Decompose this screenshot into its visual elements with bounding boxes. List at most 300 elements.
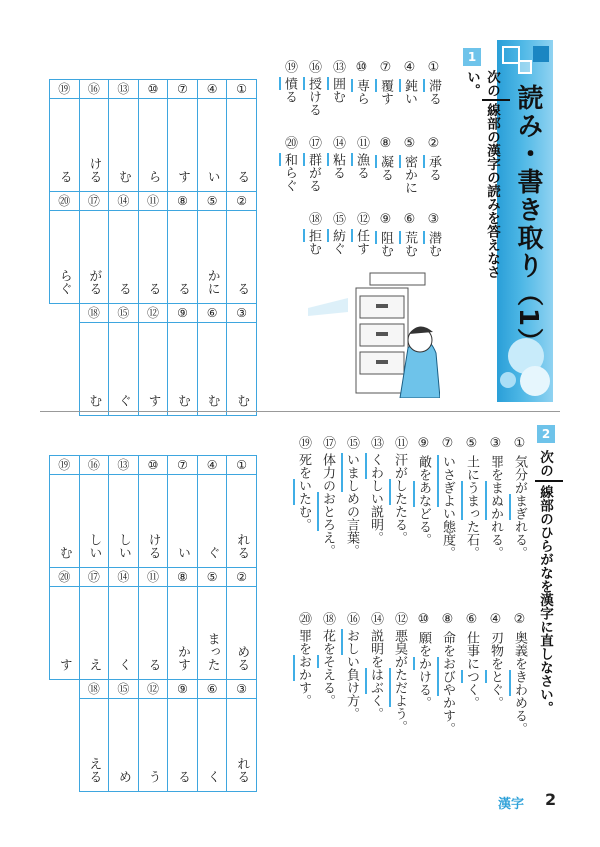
question-number: ⑰ bbox=[306, 136, 321, 154]
section-1-instruction bbox=[462, 70, 510, 300]
question-item bbox=[318, 436, 337, 557]
instruction-text: 線部のひらがなを漢字に直しなさい。 bbox=[537, 485, 553, 715]
okurigana: む bbox=[402, 244, 417, 258]
answer-cell-number: ⑳ bbox=[50, 192, 80, 211]
answer-cell[interactable] bbox=[79, 323, 109, 416]
answer-okurigana: る bbox=[175, 770, 191, 783]
question-item bbox=[352, 212, 371, 255]
answer-cell[interactable] bbox=[109, 99, 139, 192]
answer-okurigana: ぐ bbox=[115, 394, 131, 407]
question-text: 命を bbox=[440, 631, 455, 658]
answer-cell-number: ⑩ bbox=[138, 80, 168, 99]
answer-cell[interactable] bbox=[197, 587, 227, 680]
underlined-kanji: 鈍 bbox=[399, 79, 417, 92]
question-item bbox=[328, 212, 347, 255]
question-item bbox=[376, 212, 395, 257]
answer-cell[interactable] bbox=[168, 475, 198, 568]
section-number-1: 1 bbox=[463, 48, 481, 66]
question-item bbox=[352, 136, 371, 179]
answer-cell-number: ⑬ bbox=[109, 80, 139, 99]
question-text: ぐ。 bbox=[488, 683, 503, 710]
okurigana: む bbox=[306, 242, 321, 256]
answer-cell-number: ⑨ bbox=[168, 680, 198, 699]
question-number: ⑥ bbox=[402, 212, 417, 232]
question-number: ⑪ bbox=[392, 436, 407, 454]
answer-cell[interactable] bbox=[168, 99, 198, 192]
answer-cell-number: ⑩ bbox=[138, 456, 168, 475]
answer-cell[interactable] bbox=[168, 699, 198, 792]
question-item bbox=[328, 136, 347, 179]
underlined-hiragana: おか bbox=[293, 655, 311, 681]
underlined-kanji: 和 bbox=[279, 153, 297, 166]
okurigana: す bbox=[378, 92, 393, 106]
answer-cell-number: ⑰ bbox=[79, 568, 109, 587]
answer-okurigana: す bbox=[175, 170, 191, 183]
answer-okurigana: る bbox=[115, 282, 131, 295]
question-number: ⑨ bbox=[378, 212, 393, 232]
question-text: 死を bbox=[296, 453, 311, 480]
okurigana: る bbox=[354, 166, 369, 180]
answer-cell[interactable] bbox=[109, 323, 139, 416]
question-item bbox=[414, 436, 433, 546]
answer-okurigana: る bbox=[234, 170, 250, 183]
underlined-hiragana: いた bbox=[293, 479, 311, 505]
answer-okurigana: す bbox=[145, 394, 161, 407]
answer-okurigana: い bbox=[175, 546, 191, 559]
question-text: 奥義を bbox=[512, 631, 527, 671]
underlined-hiragana: おとろ bbox=[317, 492, 335, 531]
answer-okurigana: ら bbox=[145, 170, 161, 183]
question-item bbox=[438, 436, 457, 559]
answer-cell-number: ⑨ bbox=[168, 304, 198, 323]
question-number: ⑮ bbox=[344, 436, 359, 454]
answer-cell-number: ⑫ bbox=[138, 304, 168, 323]
answer-cell-number: ⑭ bbox=[109, 568, 139, 587]
okurigana: い bbox=[402, 92, 417, 106]
question-number: ⑳ bbox=[282, 136, 297, 154]
question-text: く。 bbox=[368, 694, 383, 721]
question-number: ⑮ bbox=[330, 212, 345, 230]
answer-cell-number: ② bbox=[227, 568, 257, 587]
question-item bbox=[304, 60, 323, 116]
question-text: かす。 bbox=[440, 696, 455, 736]
page-title: 読み・書き取り（1） bbox=[513, 84, 543, 357]
okurigana: る bbox=[282, 90, 297, 104]
answer-cell-number: ③ bbox=[227, 304, 257, 323]
answer-cell[interactable] bbox=[138, 475, 168, 568]
question-item bbox=[510, 612, 529, 735]
answer-cell-number: ⑬ bbox=[109, 456, 139, 475]
underlined-kanji: 囲 bbox=[327, 77, 345, 90]
answer-cell-number: ③ bbox=[227, 680, 257, 699]
question-number: ④ bbox=[488, 612, 503, 632]
question-number: ⑦ bbox=[378, 60, 393, 80]
answer-cell-number: ⑮ bbox=[109, 680, 139, 699]
question-number: ④ bbox=[402, 60, 417, 80]
question-item bbox=[462, 612, 481, 709]
answer-cell-number: ① bbox=[227, 80, 257, 99]
underlined-hiragana: いまし bbox=[341, 453, 359, 492]
answer-cell[interactable] bbox=[227, 323, 257, 416]
answer-cell[interactable] bbox=[50, 587, 80, 680]
answer-cell[interactable] bbox=[168, 587, 198, 680]
question-text: 罪を bbox=[296, 629, 311, 656]
question-number: ⑳ bbox=[296, 612, 311, 630]
question-text: 悪臭が bbox=[392, 629, 407, 669]
okurigana: ける bbox=[306, 90, 321, 117]
question-text: めの言葉。 bbox=[344, 492, 359, 558]
question-text: す。 bbox=[296, 681, 311, 708]
question-text: い態度。 bbox=[440, 507, 455, 560]
question-item bbox=[486, 612, 505, 709]
question-item bbox=[366, 612, 385, 720]
question-number: ⑦ bbox=[440, 436, 455, 456]
question-item bbox=[352, 60, 371, 105]
question-item bbox=[328, 60, 347, 103]
question-number: ⑪ bbox=[354, 136, 369, 154]
question-number: ⑤ bbox=[464, 436, 479, 456]
answer-cell[interactable] bbox=[138, 211, 168, 304]
question-item bbox=[304, 136, 323, 192]
answer-cell[interactable] bbox=[109, 699, 139, 792]
question-number: ⑭ bbox=[330, 136, 345, 154]
underlined-kanji: 潜 bbox=[423, 231, 441, 244]
banner-square-decoration bbox=[533, 46, 549, 62]
answer-grid-2 bbox=[49, 455, 257, 792]
underlined-kanji: 憤 bbox=[279, 77, 297, 90]
question-number: ⑰ bbox=[320, 436, 335, 454]
answer-okurigana: れる bbox=[234, 757, 250, 783]
answer-cell-number: ① bbox=[227, 456, 257, 475]
question-number: ⑫ bbox=[392, 612, 407, 630]
okurigana: かに bbox=[402, 168, 417, 195]
answer-grid-1 bbox=[49, 79, 257, 416]
question-text: く。 bbox=[464, 683, 479, 710]
underlined-kanji: 紡 bbox=[327, 229, 345, 242]
answer-okurigana: まった bbox=[204, 632, 220, 671]
okurigana: がる bbox=[306, 166, 321, 193]
question-text: どる。 bbox=[416, 507, 431, 547]
answer-cell[interactable] bbox=[227, 699, 257, 792]
answer-okurigana: む bbox=[56, 546, 72, 559]
question-number: ⑨ bbox=[416, 436, 431, 456]
answer-cell-number: ⑱ bbox=[79, 304, 109, 323]
answer-cell[interactable] bbox=[138, 99, 168, 192]
okurigana: らぐ bbox=[282, 166, 297, 193]
answer-cell-number: ⑫ bbox=[138, 680, 168, 699]
question-item bbox=[510, 436, 529, 559]
question-item bbox=[318, 612, 337, 707]
banner-square-decoration bbox=[518, 60, 532, 74]
answer-cell-number: ⑲ bbox=[50, 456, 80, 475]
answer-okurigana: む bbox=[234, 394, 250, 407]
question-text: 花を bbox=[320, 629, 335, 656]
underlined-kanji: 専 bbox=[351, 79, 369, 92]
answer-cell[interactable] bbox=[50, 99, 80, 192]
underlined-kanji: 阻 bbox=[375, 231, 393, 244]
answer-okurigana: る bbox=[145, 658, 161, 671]
question-item bbox=[342, 612, 361, 720]
okurigana: る bbox=[426, 92, 441, 106]
underlined-hiragana: そ bbox=[317, 655, 335, 668]
question-text: 罪を bbox=[488, 455, 503, 482]
answer-okurigana: め bbox=[115, 770, 131, 783]
answer-okurigana: る bbox=[175, 282, 191, 295]
answer-cell[interactable] bbox=[79, 99, 109, 192]
question-text: む。 bbox=[296, 505, 311, 532]
answer-okurigana: かに bbox=[204, 269, 220, 295]
answer-okurigana: い bbox=[204, 170, 220, 183]
answer-okurigana: く bbox=[115, 658, 131, 671]
answer-okurigana: ける bbox=[86, 157, 102, 183]
answer-okurigana: える bbox=[86, 757, 102, 783]
answer-cell[interactable] bbox=[109, 475, 139, 568]
answer-cell-number: ⑱ bbox=[79, 680, 109, 699]
question-number: ⑩ bbox=[416, 612, 431, 632]
answer-cell[interactable] bbox=[197, 699, 227, 792]
answer-cell[interactable] bbox=[109, 211, 139, 304]
question-item bbox=[390, 436, 409, 544]
okurigana: る bbox=[426, 168, 441, 182]
answer-cell-number: ⑧ bbox=[168, 192, 198, 211]
underlined-kanji: 密 bbox=[399, 155, 417, 168]
page-number: 2 bbox=[545, 790, 557, 809]
question-text: 土に bbox=[464, 455, 479, 482]
answer-cell[interactable] bbox=[50, 475, 80, 568]
section-divider bbox=[40, 411, 560, 412]
question-number: ② bbox=[512, 612, 527, 632]
question-number: ⑬ bbox=[330, 60, 345, 78]
answer-cell[interactable] bbox=[197, 211, 227, 304]
okurigana: む bbox=[330, 90, 345, 104]
underlined-hiragana: まぎ bbox=[509, 494, 527, 520]
answer-cell-number: ② bbox=[227, 192, 257, 211]
underlined-kanji: 漁 bbox=[351, 153, 369, 166]
underlined-kanji: 粘 bbox=[327, 153, 345, 166]
question-text: 願を bbox=[416, 631, 431, 658]
answer-cell-number: ⑤ bbox=[197, 568, 227, 587]
instruction-text: 次の bbox=[484, 70, 500, 97]
underlined-hiragana: きわ bbox=[509, 670, 527, 696]
question-item bbox=[294, 436, 313, 531]
underlined-kanji: 荒 bbox=[399, 231, 417, 244]
question-item bbox=[304, 212, 323, 255]
question-item bbox=[342, 436, 361, 557]
dash-line bbox=[482, 99, 510, 101]
section-2-instruction bbox=[535, 450, 563, 750]
underlined-hiragana: ただよ bbox=[389, 668, 407, 707]
question-item bbox=[400, 60, 419, 105]
question-text: 体力の bbox=[320, 453, 335, 493]
answer-cell-number: ⑧ bbox=[168, 568, 198, 587]
okurigana: ぐ bbox=[330, 242, 345, 256]
underlined-hiragana: した bbox=[389, 479, 407, 505]
answer-okurigana: ける bbox=[145, 533, 161, 559]
question-text: える。 bbox=[320, 668, 335, 708]
answer-okurigana: む bbox=[86, 394, 102, 407]
question-item bbox=[294, 612, 313, 707]
question-text: 汗が bbox=[392, 453, 407, 480]
answer-cell-number: ⑤ bbox=[197, 192, 227, 211]
answer-cell-number: ⑰ bbox=[79, 192, 109, 211]
answer-cell[interactable] bbox=[109, 587, 139, 680]
answer-okurigana: ぐ bbox=[204, 546, 220, 559]
underlined-kanji: 授 bbox=[303, 77, 321, 90]
answer-cell[interactable] bbox=[138, 587, 168, 680]
answer-okurigana: む bbox=[204, 394, 220, 407]
underlined-hiragana: おし bbox=[341, 629, 359, 655]
question-number: ⑫ bbox=[354, 212, 369, 230]
question-number: ⑬ bbox=[368, 436, 383, 454]
answer-cell-number: ④ bbox=[197, 80, 227, 99]
question-number: ⑩ bbox=[354, 60, 369, 80]
subject-label: 漢字 bbox=[498, 797, 525, 812]
answer-okurigana: らぐ bbox=[56, 269, 72, 295]
answer-okurigana: る bbox=[234, 282, 250, 295]
answer-okurigana: え bbox=[86, 658, 102, 671]
question-number: ⑲ bbox=[296, 436, 311, 454]
question-item bbox=[486, 436, 505, 559]
answer-cell[interactable] bbox=[79, 475, 109, 568]
question-number: ⑥ bbox=[464, 612, 479, 632]
answer-cell[interactable] bbox=[138, 323, 168, 416]
question-text: 説明を bbox=[368, 629, 383, 669]
answer-cell[interactable] bbox=[50, 211, 80, 304]
question-number: ⑤ bbox=[402, 136, 417, 156]
question-number: ⑯ bbox=[306, 60, 321, 78]
question-text: う。 bbox=[392, 707, 407, 734]
okurigana: ら bbox=[354, 92, 369, 106]
answer-okurigana: む bbox=[115, 170, 131, 183]
question-item bbox=[438, 612, 457, 735]
underlined-hiragana: まぬか bbox=[485, 481, 503, 520]
question-text: たる。 bbox=[392, 505, 407, 545]
question-item bbox=[280, 60, 299, 103]
answer-okurigana: れる bbox=[234, 533, 250, 559]
underlined-hiragana: おびや bbox=[437, 657, 455, 696]
question-text: しい説明。 bbox=[368, 479, 383, 545]
answer-cell[interactable] bbox=[138, 699, 168, 792]
question-number: ⑲ bbox=[282, 60, 297, 78]
answer-cell-number: ⑳ bbox=[50, 568, 80, 587]
answer-cell[interactable] bbox=[227, 99, 257, 192]
underlined-kanji: 任 bbox=[351, 229, 369, 242]
question-number: ⑯ bbox=[344, 612, 359, 630]
answer-okurigana: る bbox=[56, 170, 72, 183]
underlined-kanji: 群 bbox=[303, 153, 321, 166]
answer-cell[interactable] bbox=[168, 211, 198, 304]
answer-okurigana: がる bbox=[86, 269, 102, 295]
underlined-hiragana: はぶ bbox=[365, 668, 383, 694]
answer-cell-number: ⑪ bbox=[138, 192, 168, 211]
answer-cell[interactable] bbox=[227, 587, 257, 680]
question-item bbox=[390, 612, 409, 733]
question-item bbox=[376, 60, 395, 105]
underlined-kanji: 承 bbox=[423, 155, 441, 168]
section-number-2: 2 bbox=[537, 425, 555, 443]
question-number: ⑱ bbox=[306, 212, 321, 230]
answer-cell-number: ⑲ bbox=[50, 80, 80, 99]
okurigana: る bbox=[378, 168, 393, 182]
answer-cell-number: ⑥ bbox=[197, 304, 227, 323]
question-item bbox=[400, 212, 419, 257]
underlined-kanji: 拒 bbox=[303, 229, 321, 242]
question-item bbox=[376, 136, 395, 181]
answer-cell[interactable] bbox=[227, 211, 257, 304]
answer-cell-number: ⑪ bbox=[138, 568, 168, 587]
question-number: ⑱ bbox=[320, 612, 335, 630]
question-item bbox=[280, 136, 299, 192]
answer-cell-number: ⑥ bbox=[197, 680, 227, 699]
okurigana: る bbox=[330, 166, 345, 180]
question-number: ③ bbox=[488, 436, 503, 456]
question-text: え。 bbox=[320, 531, 335, 558]
answer-cell[interactable] bbox=[197, 323, 227, 416]
question-text: い負け方。 bbox=[344, 655, 359, 721]
instruction-text: 次の bbox=[537, 450, 553, 477]
underlined-hiragana: つ bbox=[461, 670, 479, 683]
answer-cell[interactable] bbox=[79, 587, 109, 680]
question-text: 敵を bbox=[416, 455, 431, 482]
underlined-hiragana: うまっ bbox=[461, 481, 479, 520]
answer-okurigana: める bbox=[234, 645, 250, 671]
okurigana: す bbox=[354, 242, 369, 256]
question-number: ⑭ bbox=[368, 612, 383, 630]
question-text: れる。 bbox=[488, 520, 503, 560]
answer-okurigana: く bbox=[204, 770, 220, 783]
answer-cell[interactable] bbox=[197, 99, 227, 192]
underlined-kanji: 滞 bbox=[423, 79, 441, 92]
answer-cell[interactable] bbox=[79, 211, 109, 304]
underlined-hiragana: か bbox=[413, 657, 431, 670]
question-item bbox=[424, 212, 443, 257]
question-text: 刃物を bbox=[488, 631, 503, 671]
question-item bbox=[462, 436, 481, 559]
answer-cell[interactable] bbox=[168, 323, 198, 416]
answer-cell[interactable] bbox=[227, 475, 257, 568]
underlined-hiragana: くわ bbox=[365, 453, 383, 479]
dash-line bbox=[535, 480, 563, 482]
underlined-kanji: 凝 bbox=[375, 155, 393, 168]
answer-okurigana: す bbox=[56, 658, 72, 671]
question-item bbox=[424, 136, 443, 181]
answer-cell[interactable] bbox=[197, 475, 227, 568]
question-text: ける。 bbox=[416, 670, 431, 710]
answer-okurigana: しい bbox=[115, 533, 131, 559]
question-item bbox=[366, 436, 385, 544]
question-number: ① bbox=[512, 436, 527, 456]
answer-okurigana: しい bbox=[86, 533, 102, 559]
answer-cell-number: ⑭ bbox=[109, 192, 139, 211]
answer-cell-number: ⑦ bbox=[168, 456, 198, 475]
answer-cell-number: ⑯ bbox=[79, 80, 109, 99]
question-number: ② bbox=[426, 136, 441, 156]
answer-cell-number: ⑮ bbox=[109, 304, 139, 323]
underlined-hiragana: いさぎよ bbox=[437, 455, 455, 507]
filing-cabinet-illustration bbox=[308, 268, 440, 398]
question-text: れる。 bbox=[512, 520, 527, 560]
question-number: ③ bbox=[426, 212, 441, 232]
question-item bbox=[400, 136, 419, 194]
question-number: ⑧ bbox=[378, 136, 393, 156]
answer-okurigana: む bbox=[175, 394, 191, 407]
answer-cell-number: ⑦ bbox=[168, 80, 198, 99]
answer-cell[interactable] bbox=[79, 699, 109, 792]
okurigana: む bbox=[378, 244, 393, 258]
answer-okurigana: かす bbox=[175, 645, 191, 671]
answer-okurigana: る bbox=[145, 282, 161, 295]
question-text: 仕事に bbox=[464, 631, 479, 671]
